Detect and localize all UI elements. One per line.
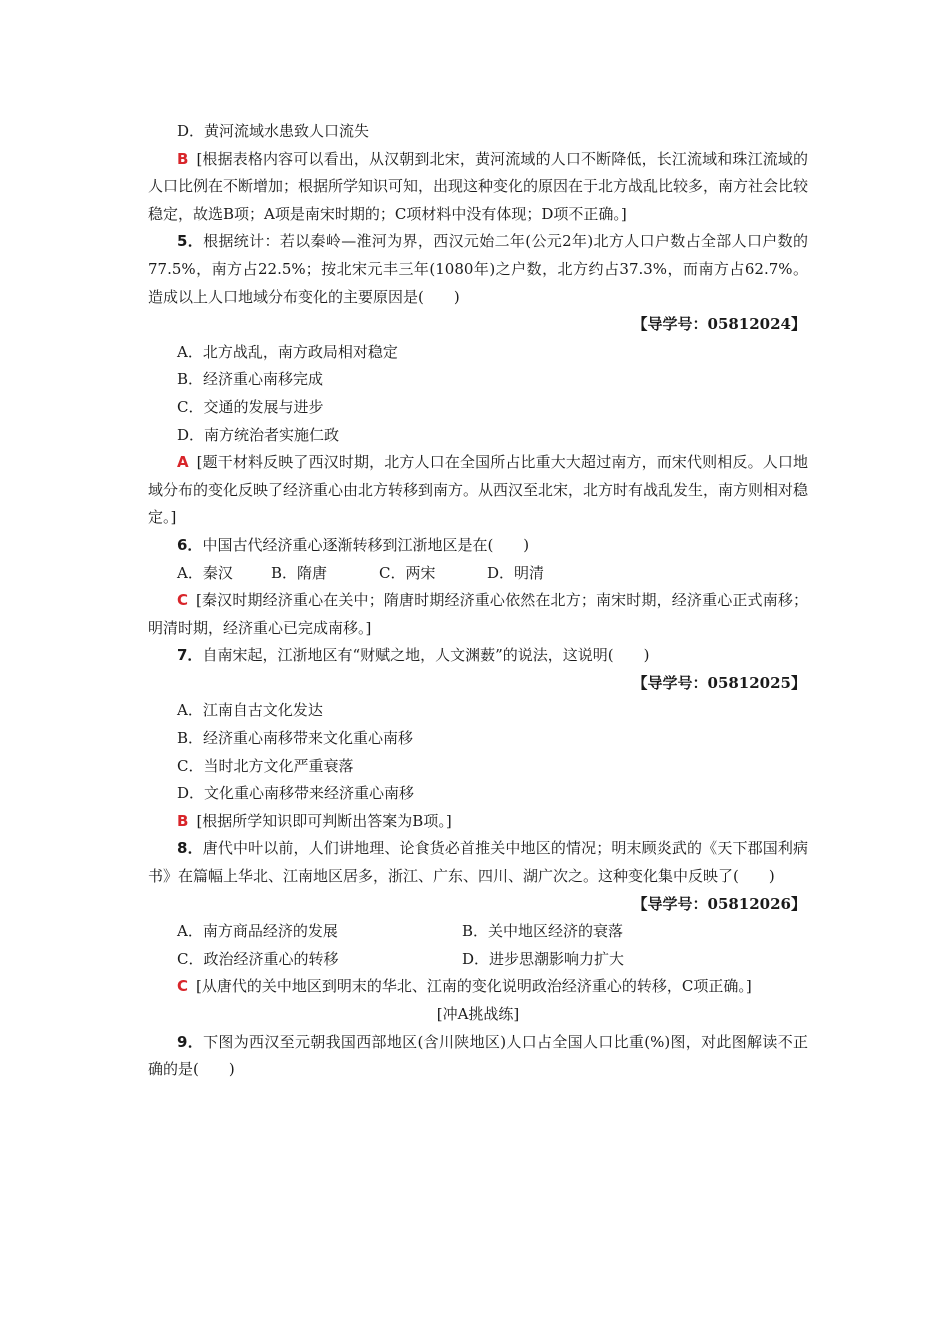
option-a: A．秦汉 <box>177 563 233 582</box>
question-text: 唐代中叶以前，人们讲地理、论食货必首推关中地区的情况；明末顾炎武的《天下郡国利病书》在篇幅上华北、江南地区居多，浙江、广东、四川、湖广次之。这种变化集中反映了( ) <box>148 839 808 886</box>
option-b: B．隋唐 <box>271 563 328 582</box>
option-c: C．当时北方文化严重衰落 <box>177 756 354 775</box>
question-7-stem <box>148 642 808 670</box>
question-number: 5． <box>177 232 204 251</box>
option-b: B．经济重心南移带来文化重心南移 <box>177 729 414 748</box>
question-number: 8． <box>177 839 203 858</box>
question-8-stem <box>148 835 808 890</box>
option-d: D．南方统治者实施仁政 <box>177 425 340 444</box>
answer-letter: B <box>177 811 189 830</box>
option-d: D．明清 <box>487 563 545 582</box>
question-text: 自南宋起，江浙地区有“财赋之地，人文渊薮”的说法，这说明( ) <box>202 646 650 665</box>
option-d: D．文化重心南移带来经济重心南移 <box>177 784 415 803</box>
question-8-options-row-2 <box>148 946 808 974</box>
question-text: 下图为西汉至元朝我国西部地区(含川陕地区)人口占全国人口比重(%)图，对此图解读不正确的是( ) <box>148 1032 809 1079</box>
question-7-answer <box>148 808 808 836</box>
question-8-answer <box>148 973 808 1001</box>
question-6-options <box>148 560 808 588</box>
prev-answer <box>148 146 808 229</box>
question-9-stem <box>148 1029 808 1084</box>
option-d: D．进步思潮影响力扩大 <box>462 949 625 968</box>
answer-explanation: [根据所学知识即可判断出答案为B项。] <box>196 811 452 830</box>
option-c: C．交通的发展与进步 <box>177 397 324 416</box>
question-8-options-row-1 <box>148 918 808 946</box>
option-b: B．经济重心南移完成 <box>177 370 324 389</box>
page-content <box>148 118 808 1084</box>
answer-explanation: [题干材料反映了西汉时期，北方人口在全国所占比重大大超过南方，而宋代则相反。人口地域分布的变化反映了经济重心由北方转移到南方。从西汉至北宋，北方时有战乱发生，南方则相对稳定。] <box>148 453 809 527</box>
question-text: 中国古代经济重心逐渐转移到江浙地区是在( ) <box>202 535 530 554</box>
question-number: 6． <box>177 535 203 554</box>
option-a: A．南方商品经济的发展 <box>177 922 338 941</box>
option-c: C．政治经济重心的转移 <box>177 949 339 968</box>
prev-option-d: D．黄河流域水患致人口流失 <box>177 122 370 140</box>
guide-number: 【导学号：05812026】 <box>632 894 806 913</box>
answer-letter: B <box>177 149 189 168</box>
question-5-answer <box>148 449 808 532</box>
option-a: A．江南自古文化发达 <box>177 701 323 720</box>
answer-letter: A <box>177 453 189 472</box>
option-a: A．北方战乱，南方政局相对稳定 <box>177 342 398 361</box>
question-number: 7． <box>177 646 203 665</box>
section-title: [冲A挑战练] <box>436 1005 520 1023</box>
option-b: B．关中地区经济的衰落 <box>462 922 624 941</box>
question-number: 9． <box>177 1032 204 1051</box>
answer-explanation: [秦汉时期经济重心在关中；隋唐时期经济重心依然在北方；南宋时期，经济重心正式南移；明清时期，经济重心已完成南移。] <box>148 591 808 637</box>
option-c: C．两宋 <box>379 563 436 582</box>
answer-letter: C <box>177 977 189 996</box>
answer-letter: C <box>177 591 189 610</box>
guide-number: 【导学号：05812025】 <box>632 673 806 692</box>
question-6-answer <box>148 587 808 642</box>
guide-number: 【导学号：05812024】 <box>632 315 806 334</box>
answer-explanation: [根据表格内容可以看出，从汉朝到北宋，黄河流域的人口不断降低，长江流域和珠江流域的人口比例在不断增加；根据所学知识可知，出现这种变化的原因在于北方战乱比较多，南方社会比较稳定，故选B项；A项是南宋时期的；C项材料中没有体现；D项不正确。] <box>148 149 809 223</box>
question-6-stem <box>148 532 808 560</box>
answer-explanation: [从唐代的关中地区到明末的华北、江南的变化说明政治经济重心的转移，C项正确。] <box>196 977 752 996</box>
question-5-stem <box>148 228 808 311</box>
question-text: 根据统计：若以秦岭—淮河为界，西汉元始二年(公元2年)北方人口户数占全部人口户数的77.5%，南方占22.5%；按北宋元丰三年(1080年)之户数，北方约占37.3%，而南方占62.7%。造成以上人口地域分布变化的主要原因是( ) <box>148 232 808 306</box>
